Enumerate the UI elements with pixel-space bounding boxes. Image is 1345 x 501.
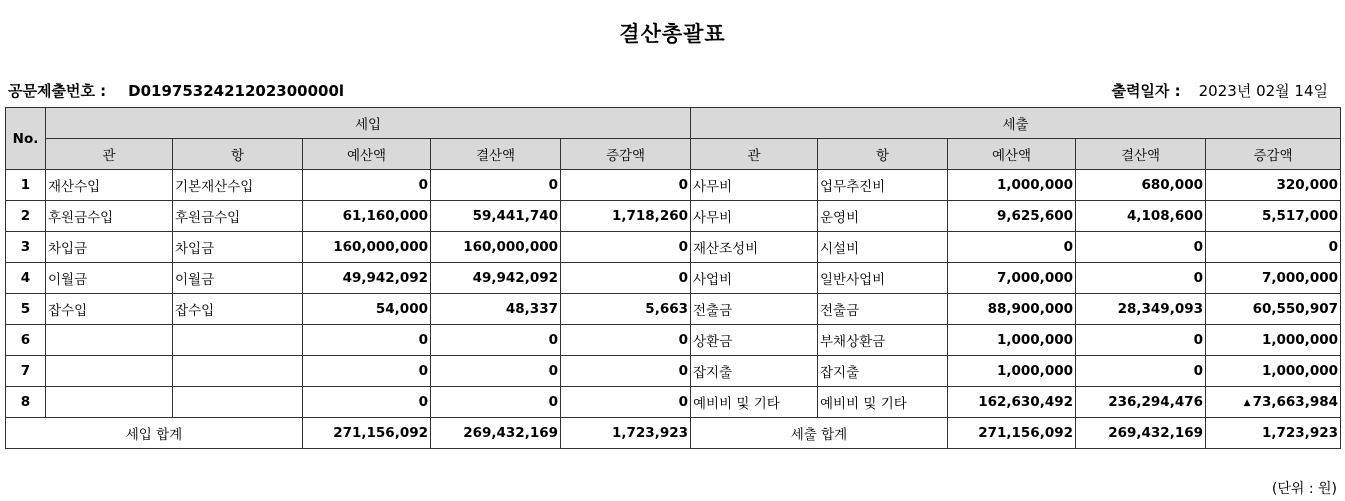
income-change: 0 [561,263,691,294]
row-no: 2 [6,201,46,232]
expense-change: 60,550,907 [1206,294,1341,325]
expense-change: 5,517,000 [1206,201,1341,232]
expense-gwan: 예비비 및 기타 [691,387,818,418]
income-total-budget: 271,156,092 [303,418,431,449]
expense-budget: 1,000,000 [948,170,1076,201]
income-total-settlement: 269,432,169 [431,418,561,449]
income-gwan [46,387,173,418]
table-row [6,201,1341,232]
income-change: 0 [561,387,691,418]
income-hang: 후원금수입 [173,201,303,232]
income-hang [173,356,303,387]
header-expense-settlement: 결산액 [1076,139,1206,170]
header-expense-change: 증감액 [1206,139,1341,170]
header-income: 세입 [46,108,691,139]
table-row [6,356,1341,387]
income-budget: 0 [303,356,431,387]
expense-change-value: 73,663,984 [1252,394,1338,410]
print-date-value: 2023년 02월 14일 [1198,82,1328,100]
header-income-gwan: 관 [46,139,173,170]
table-row [6,387,1341,418]
income-change: 5,663 [561,294,691,325]
expense-change: 320,000 [1206,170,1341,201]
table-row [6,170,1341,201]
expense-hang: 잡지출 [818,356,948,387]
expense-gwan: 사무비 [691,170,818,201]
header-income-settlement: 결산액 [431,139,561,170]
expense-gwan: 잡지출 [691,356,818,387]
expense-total-budget: 271,156,092 [948,418,1076,449]
income-settlement: 0 [431,325,561,356]
income-total-change: 1,723,923 [561,418,691,449]
header-expense-gwan: 관 [691,139,818,170]
expense-settlement: 680,000 [1076,170,1206,201]
header-income-hang: 항 [173,139,303,170]
header-income-change: 증감액 [561,139,691,170]
expense-budget: 1,000,000 [948,356,1076,387]
expense-budget: 1,000,000 [948,325,1076,356]
header-income-budget: 예산액 [303,139,431,170]
expense-settlement: 0 [1076,356,1206,387]
income-hang: 차입금 [173,232,303,263]
expense-change [1206,387,1341,418]
income-settlement: 0 [431,170,561,201]
expense-change: 1,000,000 [1206,325,1341,356]
doc-number-label: 공문제출번호 : [8,82,107,100]
expense-hang: 부채상환금 [818,325,948,356]
expense-gwan: 재산조성비 [691,232,818,263]
income-gwan [46,356,173,387]
income-settlement: 0 [431,387,561,418]
income-budget: 54,000 [303,294,431,325]
expense-change: 0 [1206,232,1341,263]
income-gwan: 재산수입 [46,170,173,201]
expense-change: 1,000,000 [1206,356,1341,387]
income-budget: 61,160,000 [303,201,431,232]
income-change: 0 [561,170,691,201]
income-settlement: 160,000,000 [431,232,561,263]
row-no: 4 [6,263,46,294]
settlement-summary-table [5,107,1341,449]
table-row [6,232,1341,263]
expense-budget: 88,900,000 [948,294,1076,325]
income-hang: 기본재산수입 [173,170,303,201]
table-row [6,294,1341,325]
expense-settlement: 0 [1076,325,1206,356]
income-hang [173,387,303,418]
header-no: No. [6,108,46,170]
income-gwan [46,325,173,356]
income-gwan: 후원금수입 [46,201,173,232]
income-change: 1,718,260 [561,201,691,232]
expense-total-change: 1,723,923 [1206,418,1341,449]
income-settlement: 0 [431,356,561,387]
expense-hang: 업무추진비 [818,170,948,201]
row-no: 8 [6,387,46,418]
expense-change: 7,000,000 [1206,263,1341,294]
expense-gwan: 사업비 [691,263,818,294]
table-row [6,263,1341,294]
income-settlement: 49,942,092 [431,263,561,294]
row-no: 5 [6,294,46,325]
expense-gwan: 사무비 [691,201,818,232]
header-expense: 세출 [691,108,1341,139]
income-budget: 160,000,000 [303,232,431,263]
expense-settlement: 236,294,476 [1076,387,1206,418]
negative-marker-icon: ▲ [1243,398,1251,408]
unit-note: (단위 : 원) [1271,481,1337,497]
income-change: 0 [561,356,691,387]
header-expense-hang: 항 [818,139,948,170]
expense-total-label: 세출 합계 [691,418,948,449]
expense-total-settlement: 269,432,169 [1076,418,1206,449]
expense-hang: 시설비 [818,232,948,263]
row-no: 1 [6,170,46,201]
income-total-label: 세입 합계 [6,418,303,449]
row-no: 6 [6,325,46,356]
expense-settlement: 0 [1076,263,1206,294]
totals-row [6,418,1341,449]
income-change: 0 [561,232,691,263]
income-hang: 잡수입 [173,294,303,325]
income-gwan: 차입금 [46,232,173,263]
expense-settlement: 4,108,600 [1076,201,1206,232]
income-hang: 이월금 [173,263,303,294]
income-budget: 0 [303,325,431,356]
doc-number-value: D0197532421202300000l [128,82,345,100]
income-hang [173,325,303,356]
row-no: 3 [6,232,46,263]
expense-budget: 9,625,600 [948,201,1076,232]
income-gwan: 이월금 [46,263,173,294]
expense-settlement: 28,349,093 [1076,294,1206,325]
expense-budget: 162,630,492 [948,387,1076,418]
page-title: 결산총괄표 [619,22,726,46]
print-date [1111,80,1328,101]
expense-hang: 운영비 [818,201,948,232]
expense-gwan: 전출금 [691,294,818,325]
expense-budget: 7,000,000 [948,263,1076,294]
row-no: 7 [6,356,46,387]
doc-number [8,80,344,101]
income-budget: 0 [303,170,431,201]
expense-hang: 예비비 및 기타 [818,387,948,418]
income-change: 0 [561,325,691,356]
income-gwan: 잡수입 [46,294,173,325]
expense-gwan: 상환금 [691,325,818,356]
income-settlement: 59,441,740 [431,201,561,232]
table-row [6,325,1341,356]
expense-settlement: 0 [1076,232,1206,263]
header-expense-budget: 예산액 [948,139,1076,170]
print-date-label: 출력일자 : [1111,82,1181,100]
expense-hang: 전출금 [818,294,948,325]
income-budget: 0 [303,387,431,418]
expense-hang: 일반사업비 [818,263,948,294]
income-settlement: 48,337 [431,294,561,325]
expense-budget: 0 [948,232,1076,263]
income-budget: 49,942,092 [303,263,431,294]
